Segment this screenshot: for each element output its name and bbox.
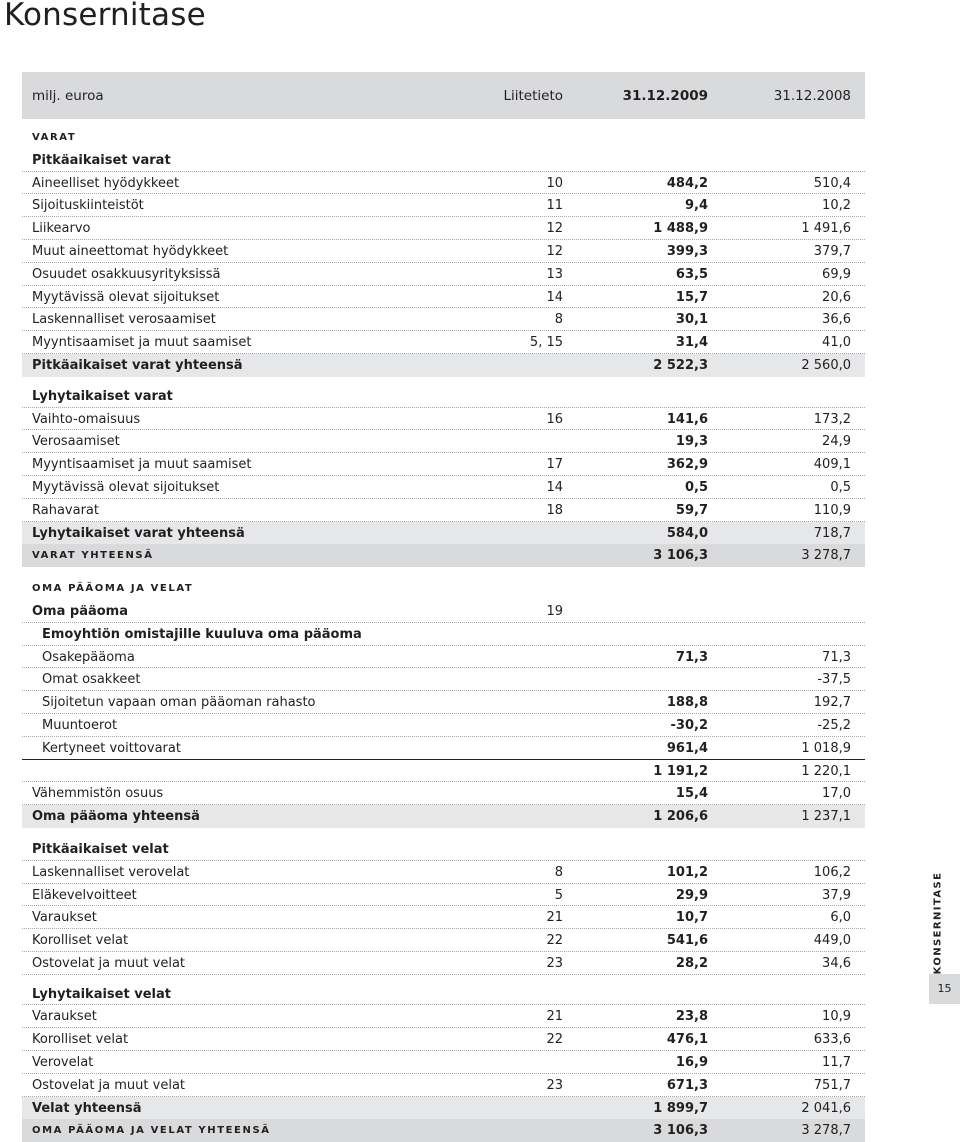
- table-row: Vähemmistön osuus 15,4 17,0: [22, 782, 865, 805]
- table-row: Osakepääoma 71,3 71,3: [22, 646, 865, 669]
- table-row: Korolliset velat 22 476,1 633,6: [22, 1028, 865, 1051]
- section-heading: VARAT: [32, 132, 77, 143]
- group-heading: Oma pääoma 19: [22, 600, 865, 623]
- table-row: Myyntisaamiset ja muut saamiset 17 362,9 409,1: [22, 453, 865, 476]
- balance-sheet-table: [22, 72, 865, 1142]
- table-row: Aineelliset hyödykkeet 10 484,2 510,4: [22, 172, 865, 195]
- table-row: Laskennalliset verosaamiset 8 30,1 36,6: [22, 308, 865, 331]
- subgroup-heading: Emoyhtiön omistajille kuuluva oma pääoma: [22, 623, 865, 646]
- note-header: Liitetieto: [503, 88, 563, 104]
- section-heading: OMA PÄÄOMA JA VELAT: [32, 583, 194, 595]
- table-row: Laskennalliset verovelat 8 101,2 106,2: [22, 861, 865, 884]
- table-row: Vaihto-omaisuus 16 141,6 173,2: [22, 408, 865, 431]
- table-row: Ostovelat ja muut velat 23 671,3 751,7: [22, 1074, 865, 1097]
- table-row: 1 191,2 1 220,1: [22, 760, 865, 783]
- subtotal-row: Pitkäaikaiset varat yhteensä 2 522,3 2 560,0: [22, 354, 865, 377]
- table-row: Verovelat 16,9 11,7: [22, 1051, 865, 1074]
- page-title: Konsernitase: [4, 0, 206, 33]
- group-heading: Pitkäaikaiset varat: [22, 149, 865, 172]
- table-row: Muuntoerot -30,2 -25,2: [22, 714, 865, 737]
- table-row: Liikearvo 12 1 488,9 1 491,6: [22, 217, 865, 240]
- date-2008-header: 31.12.2008: [773, 88, 851, 104]
- subtotal-row: Oma pääoma yhteensä 1 206,6 1 237,1: [22, 805, 865, 828]
- subtotal-row: Lyhytaikaiset varat yhteensä 584,0 718,7: [22, 522, 865, 545]
- table-row: Myytävissä olevat sijoitukset 14 15,7 20,6: [22, 286, 865, 309]
- table-row: Ostovelat ja muut velat 23 28,2 34,6: [22, 952, 865, 975]
- table-row: Omat osakkeet -37,5: [22, 668, 865, 691]
- table-row: Sijoituskiinteistöt 11 9,4 10,2: [22, 194, 865, 217]
- group-heading: Pitkäaikaiset velat: [22, 838, 865, 861]
- table-row: Rahavarat 18 59,7 110,9: [22, 499, 865, 522]
- table-row: Varaukset 21 10,7 6,0: [22, 906, 865, 929]
- table-row: Myyntisaamiset ja muut saamiset 5, 15 31,4 41,0: [22, 331, 865, 354]
- page-number: 15: [929, 974, 960, 1004]
- total-row: VARAT YHTEENSÄ 3 106,3 3 278,7: [22, 544, 865, 567]
- table-row: Korolliset velat 22 541,6 449,0: [22, 929, 865, 952]
- table-row: Varaukset 21 23,8 10,9: [22, 1005, 865, 1028]
- date-2009-header: 31.12.2009: [622, 88, 708, 104]
- table-row: Myytävissä olevat sijoitukset 14 0,5 0,5: [22, 476, 865, 499]
- section-side-label: KONSERNITASE: [932, 871, 944, 975]
- total-row: OMA PÄÄOMA JA VELAT YHTEENSÄ 3 106,3 3 278,7: [22, 1119, 865, 1142]
- table-row: Verosaamiset 19,3 24,9: [22, 430, 865, 453]
- table-row: Eläkevelvoitteet 5 29,9 37,9: [22, 884, 865, 907]
- subtotal-row: Velat yhteensä 1 899,7 2 041,6: [22, 1097, 865, 1120]
- group-heading: Lyhytaikaiset varat: [22, 385, 865, 408]
- table-row: Osuudet osakkuusyrityksissä 13 63,5 69,9: [22, 263, 865, 286]
- unit-header: milj. euroa: [32, 88, 104, 104]
- table-row: Muut aineettomat hyödykkeet 12 399,3 379,7: [22, 240, 865, 263]
- table-row: Sijoitetun vapaan oman pääoman rahasto 188,8 192,7: [22, 691, 865, 714]
- table-header: [22, 72, 865, 119]
- group-heading: Lyhytaikaiset velat: [22, 983, 865, 1006]
- table-row: Kertyneet voittovarat 961,4 1 018,9: [22, 737, 865, 760]
